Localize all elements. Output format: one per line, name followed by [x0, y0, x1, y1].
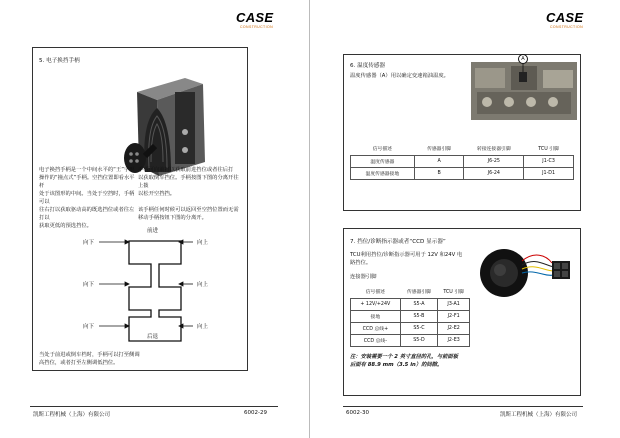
callout-a: A	[518, 54, 528, 64]
footer-page-number: 6002-30	[346, 410, 369, 416]
reverse-label: 后退	[147, 334, 159, 340]
column-header: 信号描述	[365, 289, 385, 295]
text-line: TCU利用挡位/诊断指示器可用于 12V 和24V 电	[350, 252, 463, 258]
text-line: 高挡位，或者打至左侧调低挡位。	[39, 360, 119, 366]
forward-label: 前进	[147, 228, 159, 234]
footer-company: 凯斯工程机械（上海）有限公司	[500, 412, 578, 418]
up-label-1: 向上	[197, 240, 209, 246]
text-line: 操作的“撞点式”手柄。空挡位置即看水平杆	[39, 175, 135, 189]
section-7-description	[350, 251, 480, 267]
table-cell: B	[414, 168, 464, 180]
temperature-sensor-table	[350, 141, 574, 180]
table-cell: 温度传感器	[351, 156, 415, 168]
table-cell: S5-B	[400, 311, 438, 323]
table-cell: J1-D1	[524, 168, 574, 180]
table-row	[351, 323, 470, 335]
table-cell: J3-A1	[438, 299, 470, 311]
direction-arrows	[33, 48, 247, 370]
ccd-connector-table	[350, 284, 470, 347]
section-6-title: 6. 温度传感器	[350, 63, 386, 69]
table-cell: J6-25	[464, 156, 524, 168]
table-cell: J2-E2	[438, 323, 470, 335]
table-cell: J1-C3	[524, 156, 574, 168]
text-line: 以松开空挡挡。	[138, 191, 176, 197]
case-logo: CASE	[236, 10, 274, 25]
table-cell: J6-24	[464, 168, 524, 180]
table-row	[351, 335, 470, 347]
table-cell: + 12V/+24V	[351, 299, 401, 311]
table-row	[351, 299, 470, 311]
table-cell: J2-F1	[438, 311, 470, 323]
section-7-title: 7. 挡位/诊断指示器或者“CCD 显示器”	[350, 239, 446, 245]
text-line: 后面有 88.9 mm（3.5 in）的间隙。	[350, 362, 443, 368]
text-line: 注：安装需要一个 2 英寸直径的孔，与前面板	[350, 354, 459, 360]
text-line: 以获取倒车挡位。手柄按图下图的分离开往上拨	[138, 175, 239, 189]
column-header: TCU 引脚	[443, 289, 464, 295]
column-header: 转接连接器引脚	[477, 146, 511, 152]
table-cell: A	[414, 156, 464, 168]
table-cell: S5-D	[400, 335, 438, 347]
column-header: TCU 引脚	[538, 146, 559, 152]
installation-note	[350, 353, 550, 369]
table-cell: 接地	[351, 311, 401, 323]
left-page	[0, 0, 309, 438]
case-logo-subtitle: CONSTRUCTION	[550, 25, 583, 29]
case-logo-subtitle: CONSTRUCTION	[240, 25, 273, 29]
connector-pins-title: 连接器引脚	[350, 274, 377, 280]
text-line: 路挡位。	[350, 260, 372, 266]
footer-page-number: 6002-29	[244, 410, 267, 416]
text-line: 电子换挡手柄是一个中间水平的“王”字形	[39, 167, 135, 173]
text-line: 获取更低的预选挡位。	[39, 223, 92, 229]
down-label-3: 向下	[83, 324, 95, 330]
section-6-box	[343, 54, 581, 211]
section-5-box	[32, 47, 248, 371]
down-label-2: 向下	[83, 282, 95, 288]
text-line: 往右打以获取驱动高的既选挡位或者往左打以	[39, 207, 135, 221]
down-label-1: 向下	[83, 240, 95, 246]
text-line: 移动手柄按钮下图的分离开。	[138, 215, 207, 221]
table-row	[351, 156, 574, 168]
up-label-3: 向上	[197, 324, 209, 330]
table-cell: CCD 总线-	[351, 335, 401, 347]
text-line: 该手柄任何时候可以返回至空挡位置而无需	[138, 207, 239, 213]
footer-rule	[30, 406, 278, 407]
section-7-box	[343, 228, 581, 396]
footer-company: 凯斯工程机械（上海）有限公司	[33, 412, 111, 418]
right-page	[310, 0, 619, 438]
table-cell: J2-E3	[438, 335, 470, 347]
up-label-2: 向上	[197, 282, 209, 288]
transmission-valve-image	[471, 58, 577, 120]
shift-note	[39, 351, 209, 367]
table-cell: CCD 总线+	[351, 323, 401, 335]
table-cell: S5-C	[400, 323, 438, 335]
table-cell: 温度传感器接地	[351, 168, 415, 180]
section-6-description: 温度传感器（A）用以确定变速箱油温度。	[350, 73, 449, 79]
table-cell: S5-A	[400, 299, 438, 311]
column-header: 信号描述	[372, 146, 392, 152]
section-5-title: 5. 电子换挡手柄	[39, 58, 80, 64]
case-logo: CASE	[546, 10, 584, 25]
text-line: 手柄可向前打以获取前进挡位或者往后打	[138, 167, 234, 173]
table-row	[351, 311, 470, 323]
column-header: 传感器引脚	[406, 289, 431, 295]
ccd-display-image	[478, 237, 576, 299]
text-line: 处于该图形的中间。当处于空挡时，手柄可以	[39, 191, 135, 205]
column-header: 传感器引脚	[427, 146, 452, 152]
text-line: 当处于前进或倒车档时，手柄可以打至侧调	[39, 352, 140, 358]
footer-rule	[343, 406, 583, 407]
table-row	[351, 168, 574, 180]
